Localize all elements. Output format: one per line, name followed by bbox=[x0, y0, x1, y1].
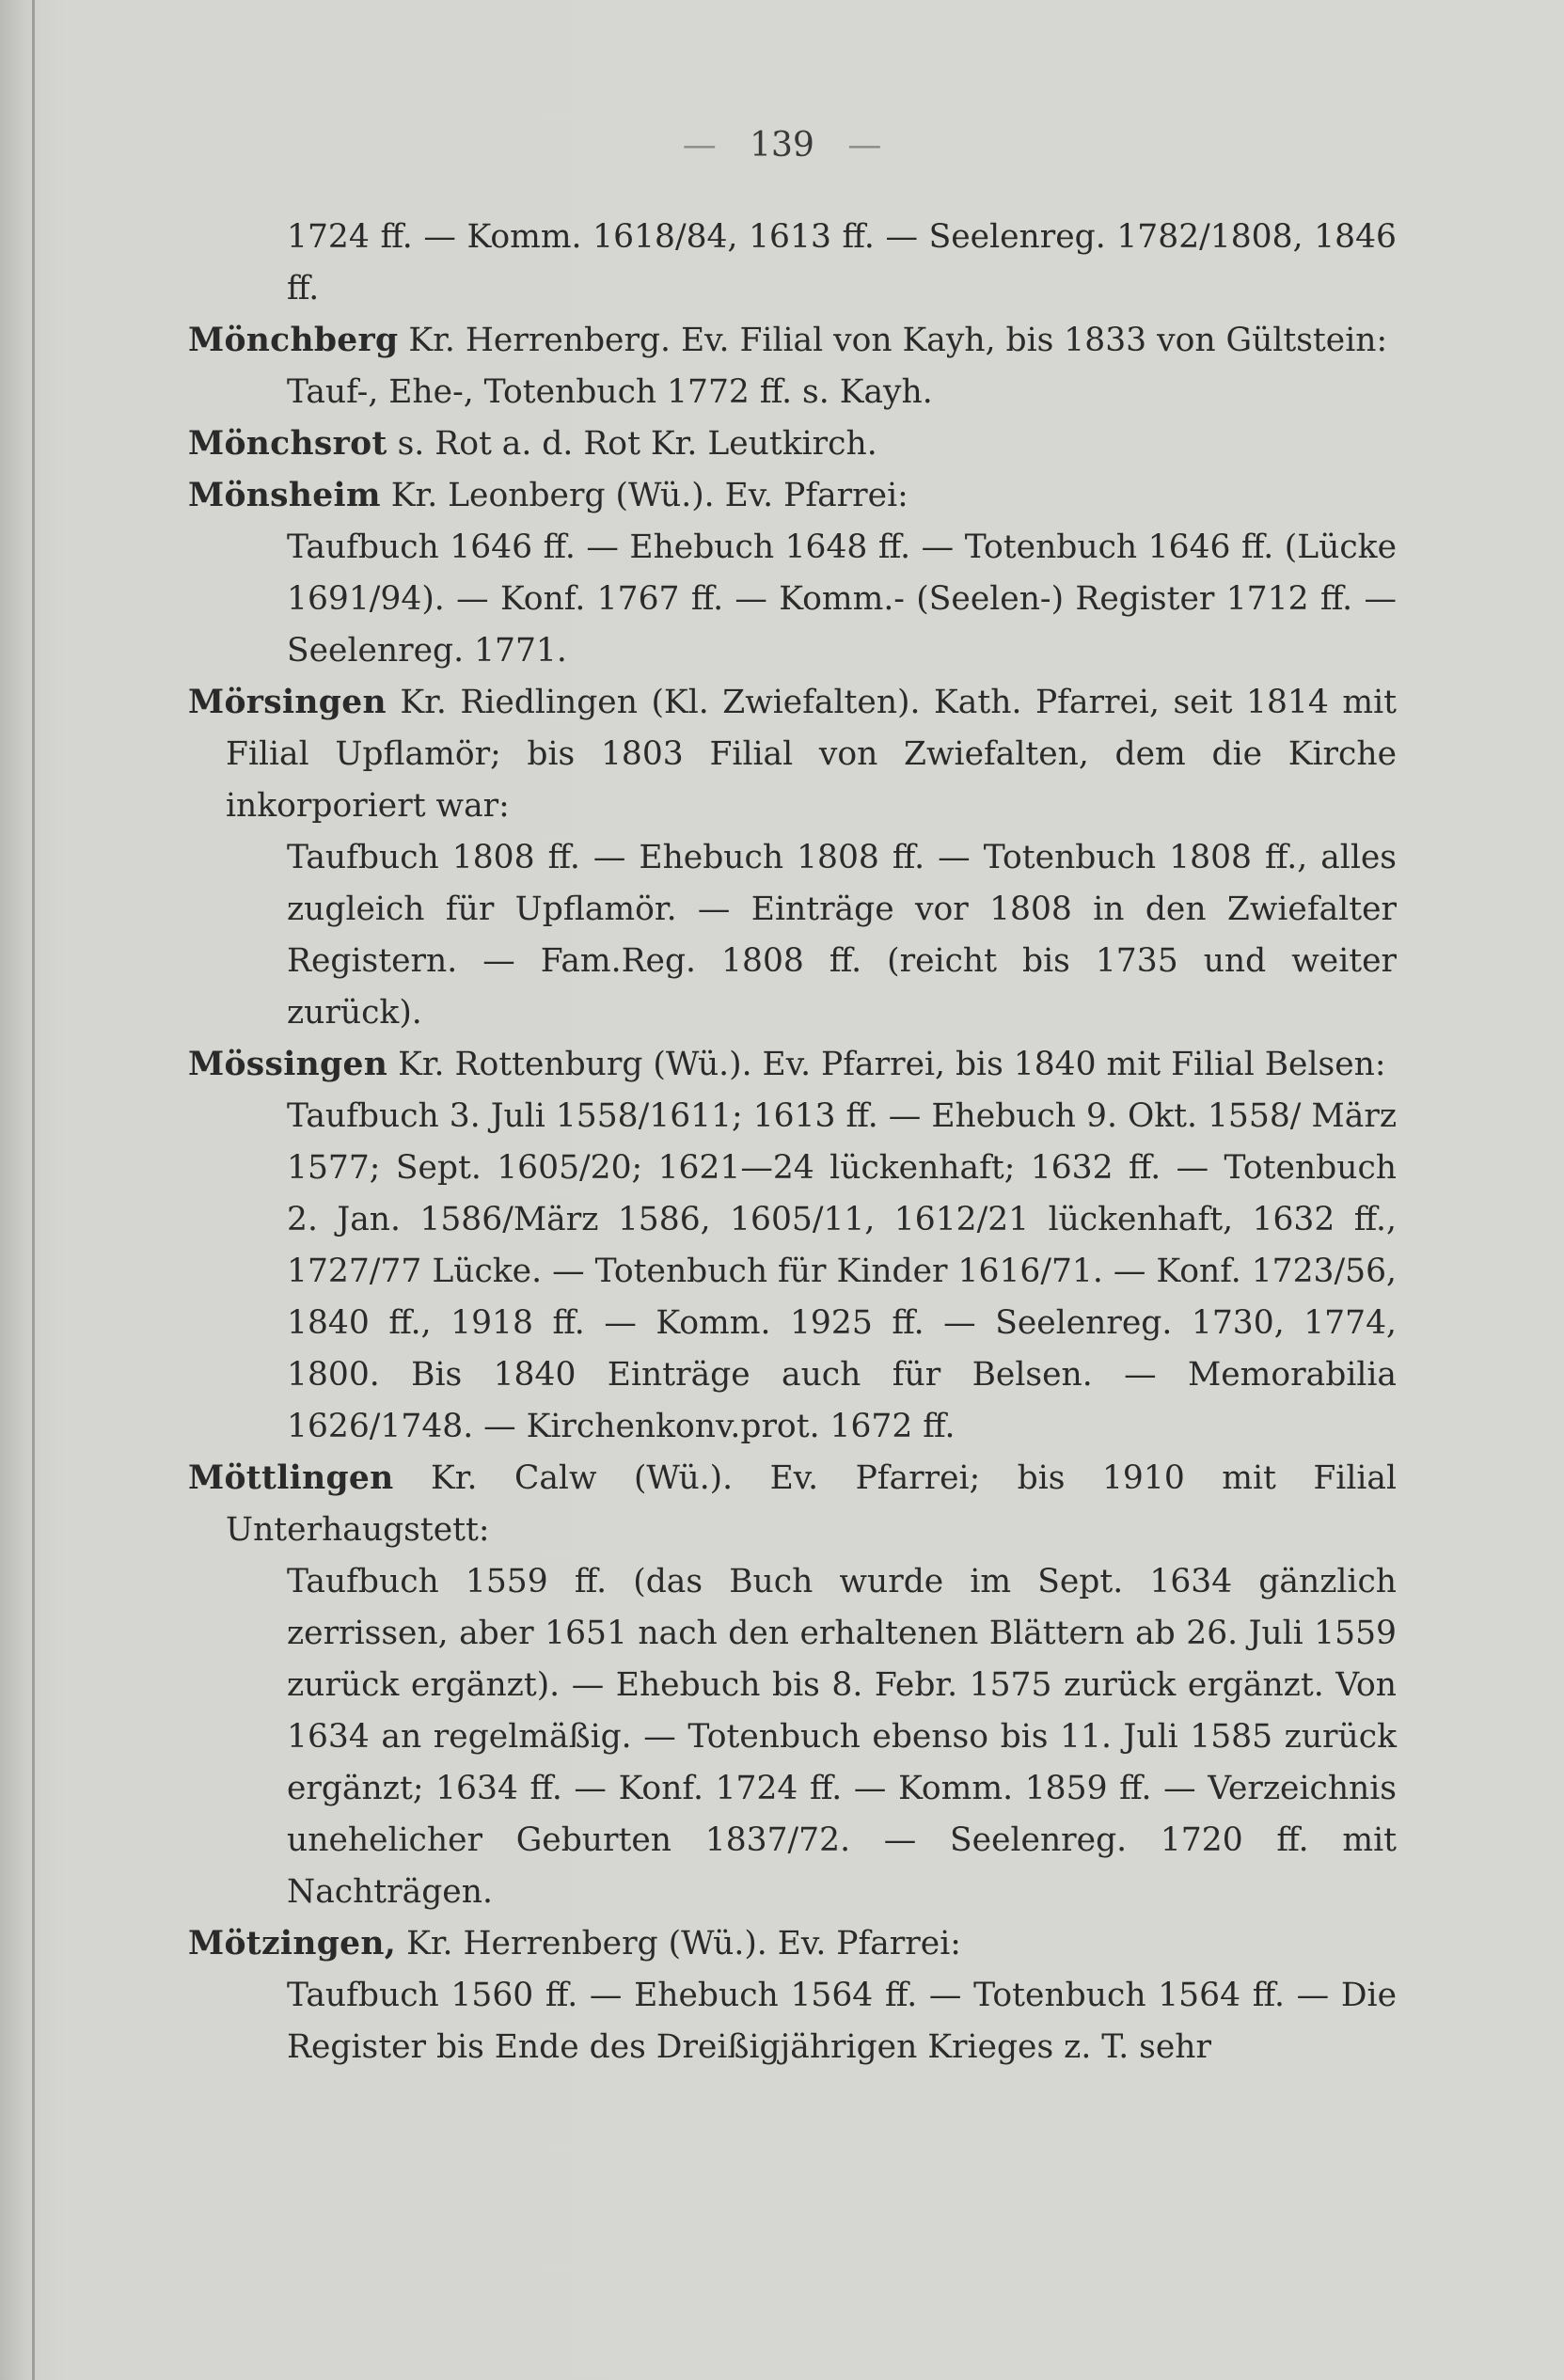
entry-moenchberg bbox=[188, 315, 1397, 418]
headword: Mössingen bbox=[188, 1046, 388, 1083]
entry-location: Kr. Leonberg (Wü.). Ev. Pfarrei: bbox=[390, 477, 908, 514]
entry-moersingen bbox=[188, 677, 1397, 1039]
entry-location: Kr. Herrenberg (Wü.). Ev. Pfarrei: bbox=[406, 1925, 961, 1962]
entry-moessingen bbox=[188, 1039, 1397, 1453]
headword: Möttlingen bbox=[188, 1459, 394, 1497]
entry-records: Taufbuch 1808 ff. — Ehebuch 1808 ff. — Totenbuch 1808 ff., alles zugleich für Upflamör. — Einträge vor 1808 in den Zwiefalter Registern. — Fam.Reg. 1808 ff. (reicht bis 1735 und weiter zurück). bbox=[287, 839, 1397, 1032]
entry-location: Kr. Calw (Wü.). Ev. Pfarrei; bis 1910 mit Filial Unterhaugstett: bbox=[226, 1459, 1398, 1549]
page-number: 139 bbox=[750, 126, 814, 165]
entry-head bbox=[188, 1918, 1397, 1970]
entry-location: Kr. Riedlingen (Kl. Zwiefalten). Kath. Pfarrei, seit 1814 mit Filial Upflamör; bis 1803 Filial von Zwiefalten, dem die Kirche inkorporiert war: bbox=[226, 684, 1397, 825]
entry-moensheim bbox=[188, 470, 1397, 677]
headword: Mönsheim bbox=[188, 477, 381, 514]
entry-head bbox=[188, 1453, 1397, 1556]
entry-records: Taufbuch 3. Juli 1558/1611; 1613 ff. — Ehebuch 9. Okt. 1558/ März 1577; Sept. 1605/20; 1621—24 lückenhaft; 1632 ff. — Totenbuch 2. Jan. 1586/März 1586, 1605/11, 1612/21 lückenhaft, 1632 ff., 1727/77 Lücke. — Totenbuch für Kinder 1616/71. — Konf. 1723/56, 1840 ff., 1918 ff. — Komm. 1925 ff. — Seelenreg. 1730, 1774, 1800. Bis 1840 Einträge auch für Belsen. — Memorabilia 1626/1748. — Kirchenkonv.prot. 1672 ff. bbox=[287, 1097, 1397, 1445]
entry-head bbox=[188, 315, 1397, 367]
page-body bbox=[188, 212, 1397, 2073]
header-dash-left: — bbox=[682, 126, 717, 165]
entry-continuation bbox=[188, 212, 1397, 315]
entry-records: Taufbuch 1559 ff. (das Buch wurde im Sept. 1634 gänzlich zerrissen, aber 1651 nach den erhaltenen Blättern ab 26. Juli 1559 zurück ergänzt). — Ehebuch bis 8. Febr. 1575 zurück ergänzt. Von 1634 an regelmäßig. — Totenbuch ebenso bis 11. Juli 1585 zurück ergänzt; 1634 ff. — Konf. 1724 ff. — Komm. 1859 ff. — Verzeichnis unehelicher Geburten 1837/72. — Seelenreg. 1720 ff. mit Nachträgen. bbox=[287, 1563, 1397, 1911]
entry-records: Taufbuch 1646 ff. — Ehebuch 1648 ff. — Totenbuch 1646 ff. (Lücke 1691/94). — Konf. 1767 ff. — Komm.- (Seelen-) Register 1712 ff. — Seelenreg. 1771. bbox=[287, 528, 1397, 670]
binding-edge bbox=[32, 0, 35, 2380]
entry-head bbox=[188, 418, 1397, 470]
entry-location: s. Rot a. d. Rot Kr. Leutkirch. bbox=[397, 425, 877, 463]
entry-location: Kr. Rottenburg (Wü.). Ev. Pfarrei, bis 1840 mit Filial Belsen: bbox=[398, 1046, 1386, 1083]
entry-records: Tauf-, Ehe-, Totenbuch 1772 ff. s. Kayh. bbox=[287, 373, 933, 411]
continuation-text: 1724 ff. — Komm. 1618/84, 1613 ff. — Seelenreg. 1782/1808, 1846 ff. bbox=[287, 218, 1397, 307]
entry-head bbox=[188, 1039, 1397, 1091]
headword: Mörsingen bbox=[188, 684, 387, 721]
page-header bbox=[0, 126, 1564, 165]
entry-head bbox=[188, 470, 1397, 522]
entry-moenchsrot bbox=[188, 418, 1397, 470]
entry-records: Taufbuch 1560 ff. — Ehebuch 1564 ff. — Totenbuch 1564 ff. — Die Register bis Ende des Dreißigjährigen Krieges z. T. sehr bbox=[287, 1977, 1397, 2066]
entry-head bbox=[188, 677, 1397, 832]
headword: Mönchberg bbox=[188, 322, 399, 359]
headword: Mötzingen, bbox=[188, 1925, 397, 1962]
header-dash-right: — bbox=[847, 126, 882, 165]
headword: Mönchsrot bbox=[188, 425, 387, 463]
entry-moettlingen bbox=[188, 1453, 1397, 1918]
entry-moetzingen bbox=[188, 1918, 1397, 2073]
entry-location: Kr. Herrenberg. Ev. Filial von Kayh, bis 1833 von Gültstein: bbox=[408, 322, 1388, 359]
